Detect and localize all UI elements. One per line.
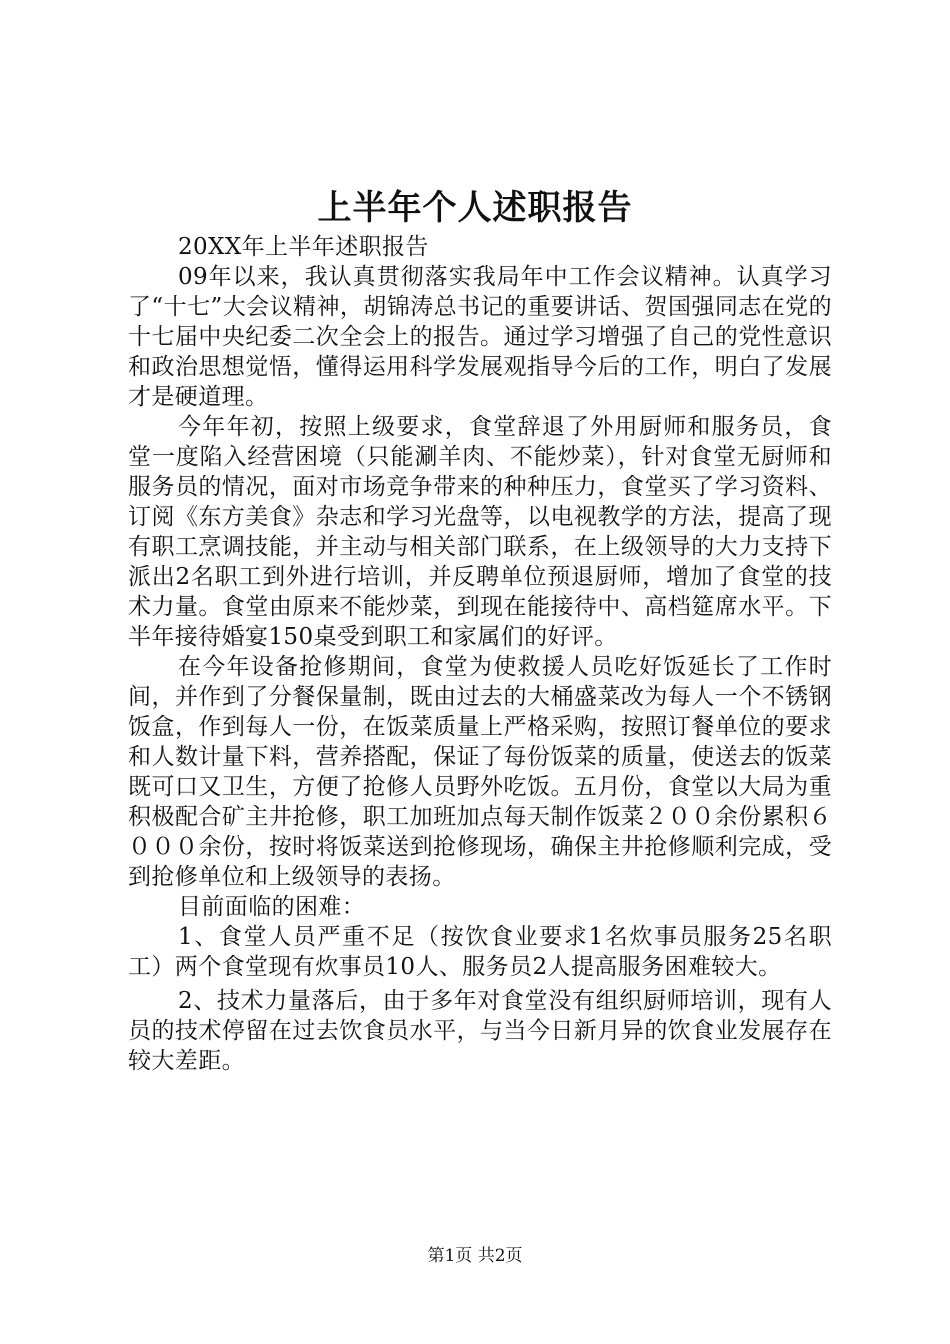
document-body: [128, 232, 832, 1076]
difficulty-item-2: 2、技术力量落后，由于多年对食堂没有组织厨师培训，现有人员的技术停留在过去饮食员水平，与当今日新月异的饮食业发展存在较大差距。: [128, 988, 832, 1074]
paragraph-equipment-repair: 在今年设备抢修期间，食堂为使救援人员吃好饭延长了工作时间，并作到了分餐保量制，既由过去的大桶盛菜改为每人一个不锈钢饭盒，作到每人一份，在饭菜质量上严格采购，按照订餐单位的要求和人数计量下料，营养搭配，保证了每份饭菜的质量，使送去的饭菜既可口又卫生，方便了抢修人员野外吃饭。五月份，食堂以大局为重积极配合矿主井抢修，职工加班加点每天制作饭菜２００余份累积６０００余份，按时将饭菜送到抢修现场，确保主井抢修顺利完成，受到抢修单位和上级领导的表扬。: [128, 654, 832, 890]
difficulty-item-1: 1、食堂人员严重不足（按饮食业要求1名炊事员服务25名职工）两个食堂现有炊事员10人、服务员2人提高服务困难较大。: [128, 924, 832, 980]
document-title: 上半年个人述职报告: [317, 188, 633, 228]
paragraph-canteen-operation: 今年年初，按照上级要求，食堂辞退了外用厨师和服务员，食堂一度陷入经营困境（只能涮羊肉、不能炒菜），针对食堂无厨师和服务员的情况，面对市场竞争带来的种种压力，食堂买了学习资料、订阅《东方美食》杂志和学习光盘等，以电视教学的方法，提高了现有职工烹调技能，并主动与相关部门联系，在上级领导的大力支持下派出2名职工到外进行培训，并反聘单位预退厨师，增加了食堂的技术力量。食堂由原来不能炒菜，到现在能接待中、高档筵席水平。下半年接待婚宴150桌受到职工和家属们的好评。: [128, 414, 832, 650]
difficulties-heading: 目前面临的困难：: [178, 894, 366, 920]
report-subtitle: 20XX年上半年述职报告: [178, 234, 429, 260]
paragraph-study: 09年以来，我认真贯彻落实我局年中工作会议精神。认真学习了“十七”大会议精神，胡锦涛总书记的重要讲话、贺国强同志在党的十七届中央纪委二次全会上的报告。通过学习增强了自己的党性意识和政治思想觉悟，懂得运用科学发展观指导今后的工作，明白了发展才是硬道理。: [128, 264, 832, 410]
page-footer: 第1页 共2页: [427, 1246, 523, 1266]
